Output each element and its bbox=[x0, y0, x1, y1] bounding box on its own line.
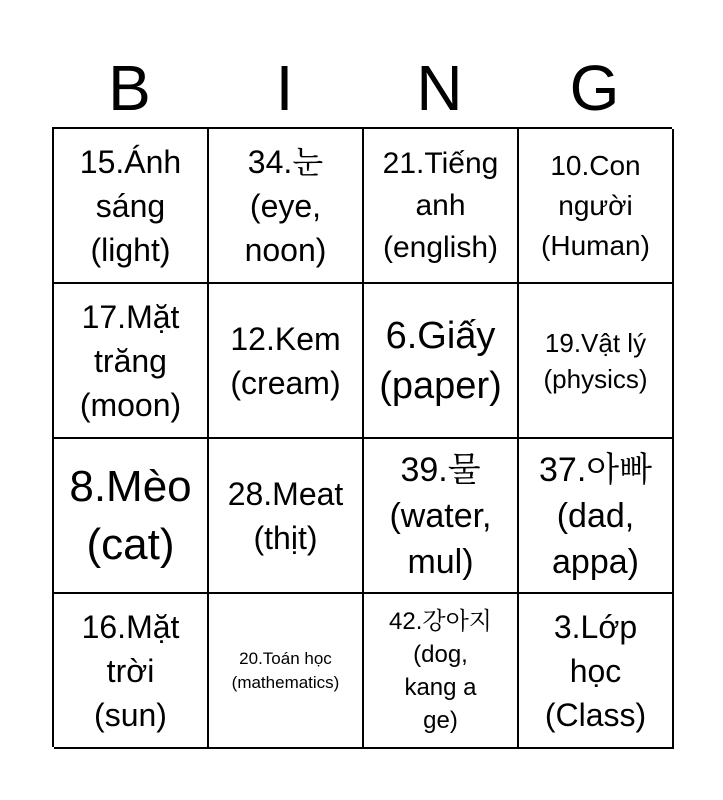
cell-text: 17.Mặt trăng (moon) bbox=[79, 298, 182, 423]
bingo-board bbox=[52, 127, 672, 747]
cell-text: 34.눈 (eye, noon) bbox=[244, 143, 327, 268]
cell-text: 12.Kem (cream) bbox=[230, 320, 341, 401]
header-letter-i: I bbox=[275, 52, 294, 124]
bingo-cell-r4c2[interactable] bbox=[209, 594, 364, 749]
cell-text: 28.Meat (thịt) bbox=[227, 475, 344, 556]
cell-text: 42.강아지 (dog, kang a ge) bbox=[389, 607, 492, 734]
bingo-cell-r2c4[interactable] bbox=[519, 284, 674, 439]
bingo-cell-r1c4[interactable] bbox=[519, 129, 674, 284]
bingo-cell-r3c1[interactable] bbox=[54, 439, 209, 594]
bingo-cell-r4c1[interactable] bbox=[54, 594, 209, 749]
bingo-cell-r2c1[interactable] bbox=[54, 284, 209, 439]
bingo-cell-r4c3[interactable] bbox=[364, 594, 519, 749]
bingo-cell-r4c4[interactable] bbox=[519, 594, 674, 749]
bingo-cell-r2c2[interactable] bbox=[209, 284, 364, 439]
cell-text: 39.물 (water, mul) bbox=[389, 450, 492, 581]
bingo-cell-r1c1[interactable] bbox=[54, 129, 209, 284]
cell-text: 19.Vật lý (physics) bbox=[543, 327, 648, 394]
cell-text: 8.Mèo (cat) bbox=[69, 461, 192, 569]
cell-text: 3.Lớp học (Class) bbox=[544, 608, 647, 733]
cell-text: 16.Mặt trời (sun) bbox=[81, 608, 180, 733]
bingo-cell-r2c3[interactable] bbox=[364, 284, 519, 439]
cell-text: 10.Con người (Human) bbox=[541, 149, 650, 261]
bingo-cell-r3c2[interactable] bbox=[209, 439, 364, 594]
bingo-cell-r1c2[interactable] bbox=[209, 129, 364, 284]
bingo-header bbox=[52, 52, 672, 124]
cell-text: 20.Toán học (mathematics) bbox=[231, 648, 340, 692]
cell-text: 15.Ánh sáng (light) bbox=[79, 143, 182, 268]
header-letter-g: G bbox=[569, 52, 620, 124]
cell-text: 37.아빠 (dad, appa) bbox=[539, 450, 652, 581]
header-letter-n: N bbox=[416, 52, 463, 124]
cell-text: 21.Tiếng anh (english) bbox=[382, 146, 499, 264]
bingo-cell-r3c4[interactable] bbox=[519, 439, 674, 594]
bingo-cell-r1c3[interactable] bbox=[364, 129, 519, 284]
bingo-cell-r3c3[interactable] bbox=[364, 439, 519, 594]
cell-text: 6.Giấy (paper) bbox=[379, 314, 502, 407]
header-letter-b: B bbox=[108, 52, 151, 124]
